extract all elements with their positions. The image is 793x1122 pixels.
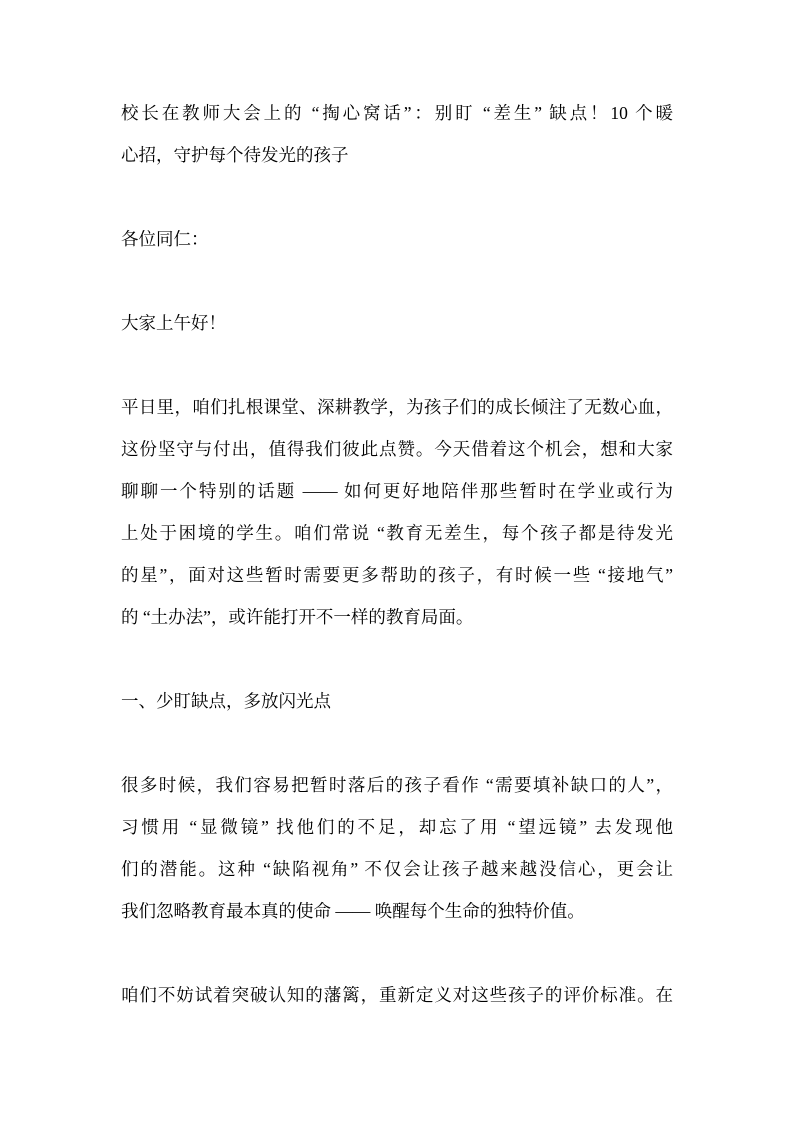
body-line: 们的潜能。这种 “缺陷视角” 不仅会让孩子越来越没信心，更会让 <box>121 859 673 879</box>
title-line: 校长在教师大会上的 “掏心窝话”：别盯 “差生” 缺点！10 个暖 <box>121 103 673 123</box>
body-line: 我们忽略教育最本真的使命 —— 唤醒每个生命的独特价值。 <box>121 901 585 921</box>
section-heading-text: 一、少盯缺点，多放闪光点 <box>121 691 331 711</box>
body-line: 咱们不妨试着突破认知的藩篱，重新定义对这些孩子的评价标准。在 <box>121 985 673 1005</box>
salutation-paragraph <box>121 218 673 260</box>
greeting-text: 大家上午好！ <box>121 313 226 333</box>
body-line: 的 “土办法”，或许能打开不一样的教育局面。 <box>121 607 474 627</box>
section1-paragraph-continued <box>121 974 673 1016</box>
body-line: 很多时候，我们容易把暂时落后的孩子看作 “需要填补缺口的人”， <box>121 775 673 795</box>
document-content <box>121 92 673 1016</box>
section-heading <box>121 680 673 722</box>
body-line: 的星”，面对这些暂时需要更多帮助的孩子，有时候一些 “接地气” <box>121 565 673 585</box>
intro-paragraph <box>121 386 673 638</box>
body-line: 平日里，咱们扎根课堂、深耕教学，为孩子们的成长倾注了无数心血， <box>121 397 673 417</box>
section1-paragraph <box>121 764 673 932</box>
body-line: 聊聊一个特别的话题 —— 如何更好地陪伴那些暂时在学业或行为 <box>121 481 673 501</box>
title-line: 心招，守护每个待发光的孩子 <box>121 145 349 165</box>
body-line: 习惯用 “显微镜” 找他们的不足，却忘了用 “望远镜” 去发现他 <box>121 817 673 837</box>
salutation-text: 各位同仁： <box>121 229 209 249</box>
body-line: 这份坚守与付出，值得我们彼此点赞。今天借着这个机会，想和大家 <box>121 439 673 459</box>
body-line: 上处于困境的学生。咱们常说 “教育无差生，每个孩子都是待发光 <box>121 523 673 543</box>
document-title <box>121 92 673 176</box>
greeting-paragraph <box>121 302 673 344</box>
